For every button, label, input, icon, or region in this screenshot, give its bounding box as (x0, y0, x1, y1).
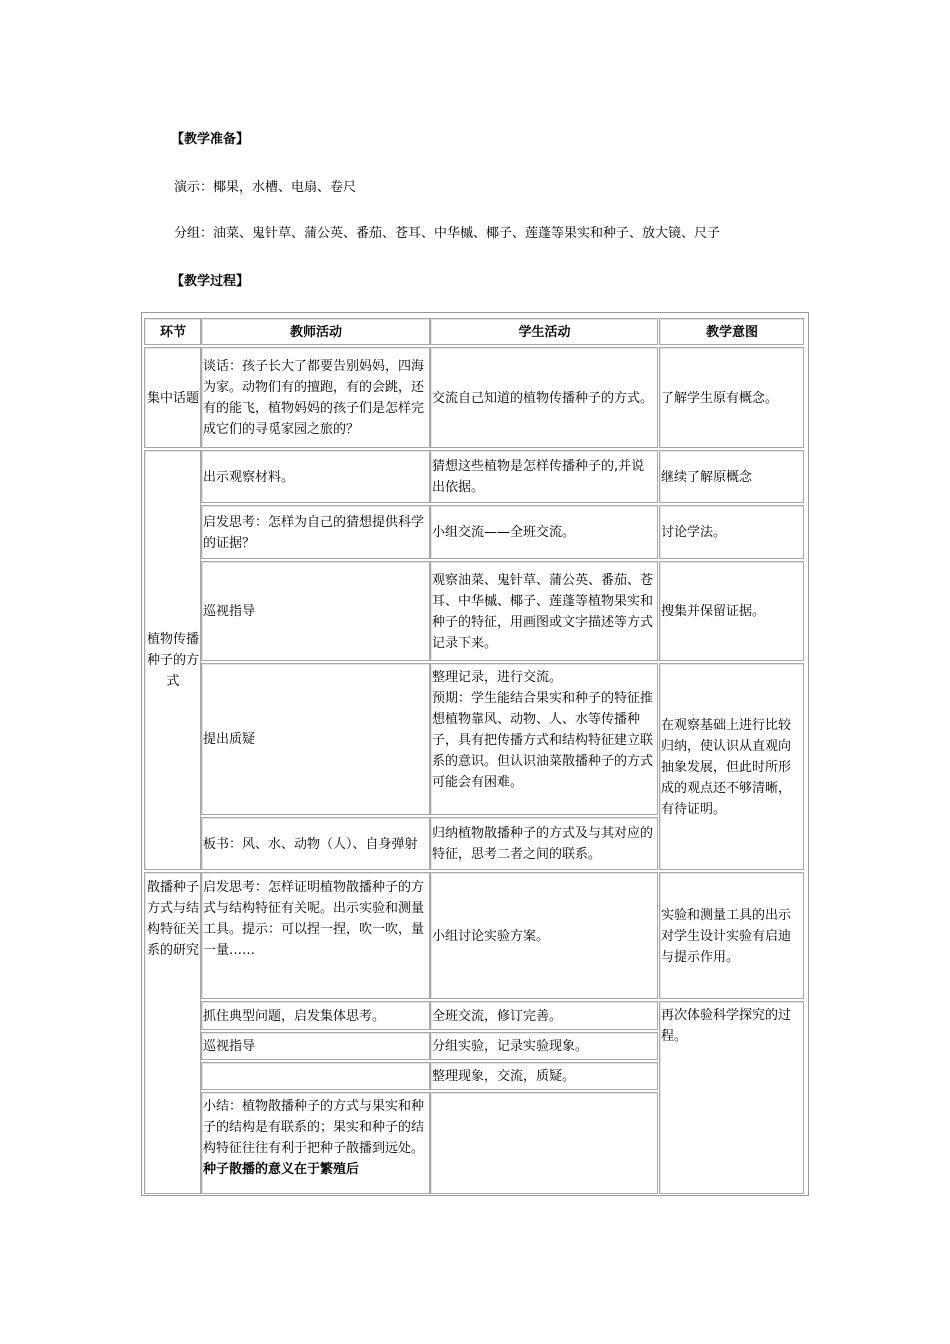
stage-cell: 散播种子方式与结构特征关系的研究 (144, 872, 201, 1194)
teacher-activity-cell: 谈话：孩子长大了都要告别妈妈，四海为家。动物们有的擅跑，有的会跳，还有的能飞，植物妈妈的孩子们是怎样完成它们的寻觅家园之旅的？ (201, 347, 430, 448)
student-activity-cell: 整理记录，进行交流。 预期：学生能结合果实和种子的特征推想植物靠风、动物、人、水等传播种子，具有把传播方式和结构特征建立联系的意识。但认识油菜散播种子的方式可能会有困难。 (430, 663, 658, 815)
student-activity-cell: 小组讨论实验方案。 (430, 872, 658, 999)
student-activity-cell: 分组实验，记录实验现象。 (430, 1032, 658, 1060)
intent-cell: 再次体验科学探究的过程。 (659, 1001, 804, 1194)
student-activity-cell: 观察油菜、鬼针草、蒲公英、番茄、苍耳、中华槭、椰子、莲蓬等植物果实和种子的特征，用画图或文字描述等方式记录下来。 (430, 561, 658, 661)
header-teacher: 教师活动 (201, 318, 430, 345)
intent-cell: 实验和测量工具的出示对学生设计实验有启迪与提示作用。 (659, 872, 804, 999)
student-activity-cell: 整理现象，交流，质疑。 (430, 1062, 658, 1090)
teacher-activity-cell: 启发思考：怎样为自己的猜想提供科学的证据？ (201, 505, 430, 559)
intent-cell: 继续了解原概念 (659, 450, 804, 503)
teacher-activity-cell: 巡视指导 (201, 561, 430, 661)
student-activity-cell: 归纳植物散播种子的方式及与其对应的特征，思考二者之间的联系。 (430, 817, 658, 870)
teacher-activity-cell: 板书：风、水、动物（人）、自身弹射 (201, 817, 430, 870)
intent-cell: 搜集并保留证据。 (659, 561, 804, 661)
intent-cell: 了解学生原有概念。 (659, 347, 804, 448)
student-activity-cell (430, 1092, 658, 1194)
student-activity-cell: 小组交流——全班交流。 (430, 505, 658, 559)
summary-emphasis: 种子散播的意义在于繁殖后 (203, 1162, 360, 1177)
preparation-heading: 【教学准备】 (171, 132, 250, 147)
teaching-process-table (141, 312, 809, 1196)
teacher-activity-cell: 出示观察材料。 (201, 450, 430, 503)
teacher-activity-cell: 抓住典型问题，启发集体思考。 (201, 1001, 430, 1030)
teacher-activity-cell (201, 1062, 430, 1090)
teacher-activity-cell: 启发思考：怎样证明植物散播种子的方式与结构特征有关呢。出示实验和测量工具。提示：可以捏一捏，吹一吹，量一量…… (201, 872, 430, 999)
demo-materials-line: 演示：椰果，水槽、电扇、卷尺 (174, 180, 357, 195)
header-student: 学生活动 (430, 318, 658, 345)
header-stage: 环节 (144, 318, 201, 345)
stage-cell: 植物传播种子的方式 (144, 450, 201, 870)
group-materials-line: 分组：油菜、鬼针草、蒲公英、番茄、苍耳、中华槭、椰子、莲蓬等果实和种子、放大镜、尺子 (174, 226, 721, 241)
stage-cell: 集中话题 (144, 347, 201, 448)
teacher-activity-cell: 小结：植物散播种子的方式与果实和种子的结构是有联系的；果实和种子的结构特征往往有利于把种子散播到远处。种子散播的意义在于繁殖后 (201, 1092, 430, 1194)
header-intent: 教学意图 (659, 318, 804, 345)
student-activity-cell: 交流自己知道的植物传播种子的方式。 (430, 347, 658, 448)
student-activity-cell: 猜想这些植物是怎样传播种子的,并说出依据。 (430, 450, 658, 503)
process-heading: 【教学过程】 (171, 274, 250, 289)
teacher-activity-cell: 巡视指导 (201, 1032, 430, 1060)
teacher-activity-cell: 提出质疑 (201, 663, 430, 815)
intent-cell: 讨论学法。 (659, 505, 804, 559)
student-activity-cell: 全班交流，修订完善。 (430, 1001, 658, 1030)
intent-cell: 在观察基础上进行比较归纳，使认识从直观向抽象发展，但此时所形成的观点还不够清晰，有待证明。 (659, 663, 804, 870)
